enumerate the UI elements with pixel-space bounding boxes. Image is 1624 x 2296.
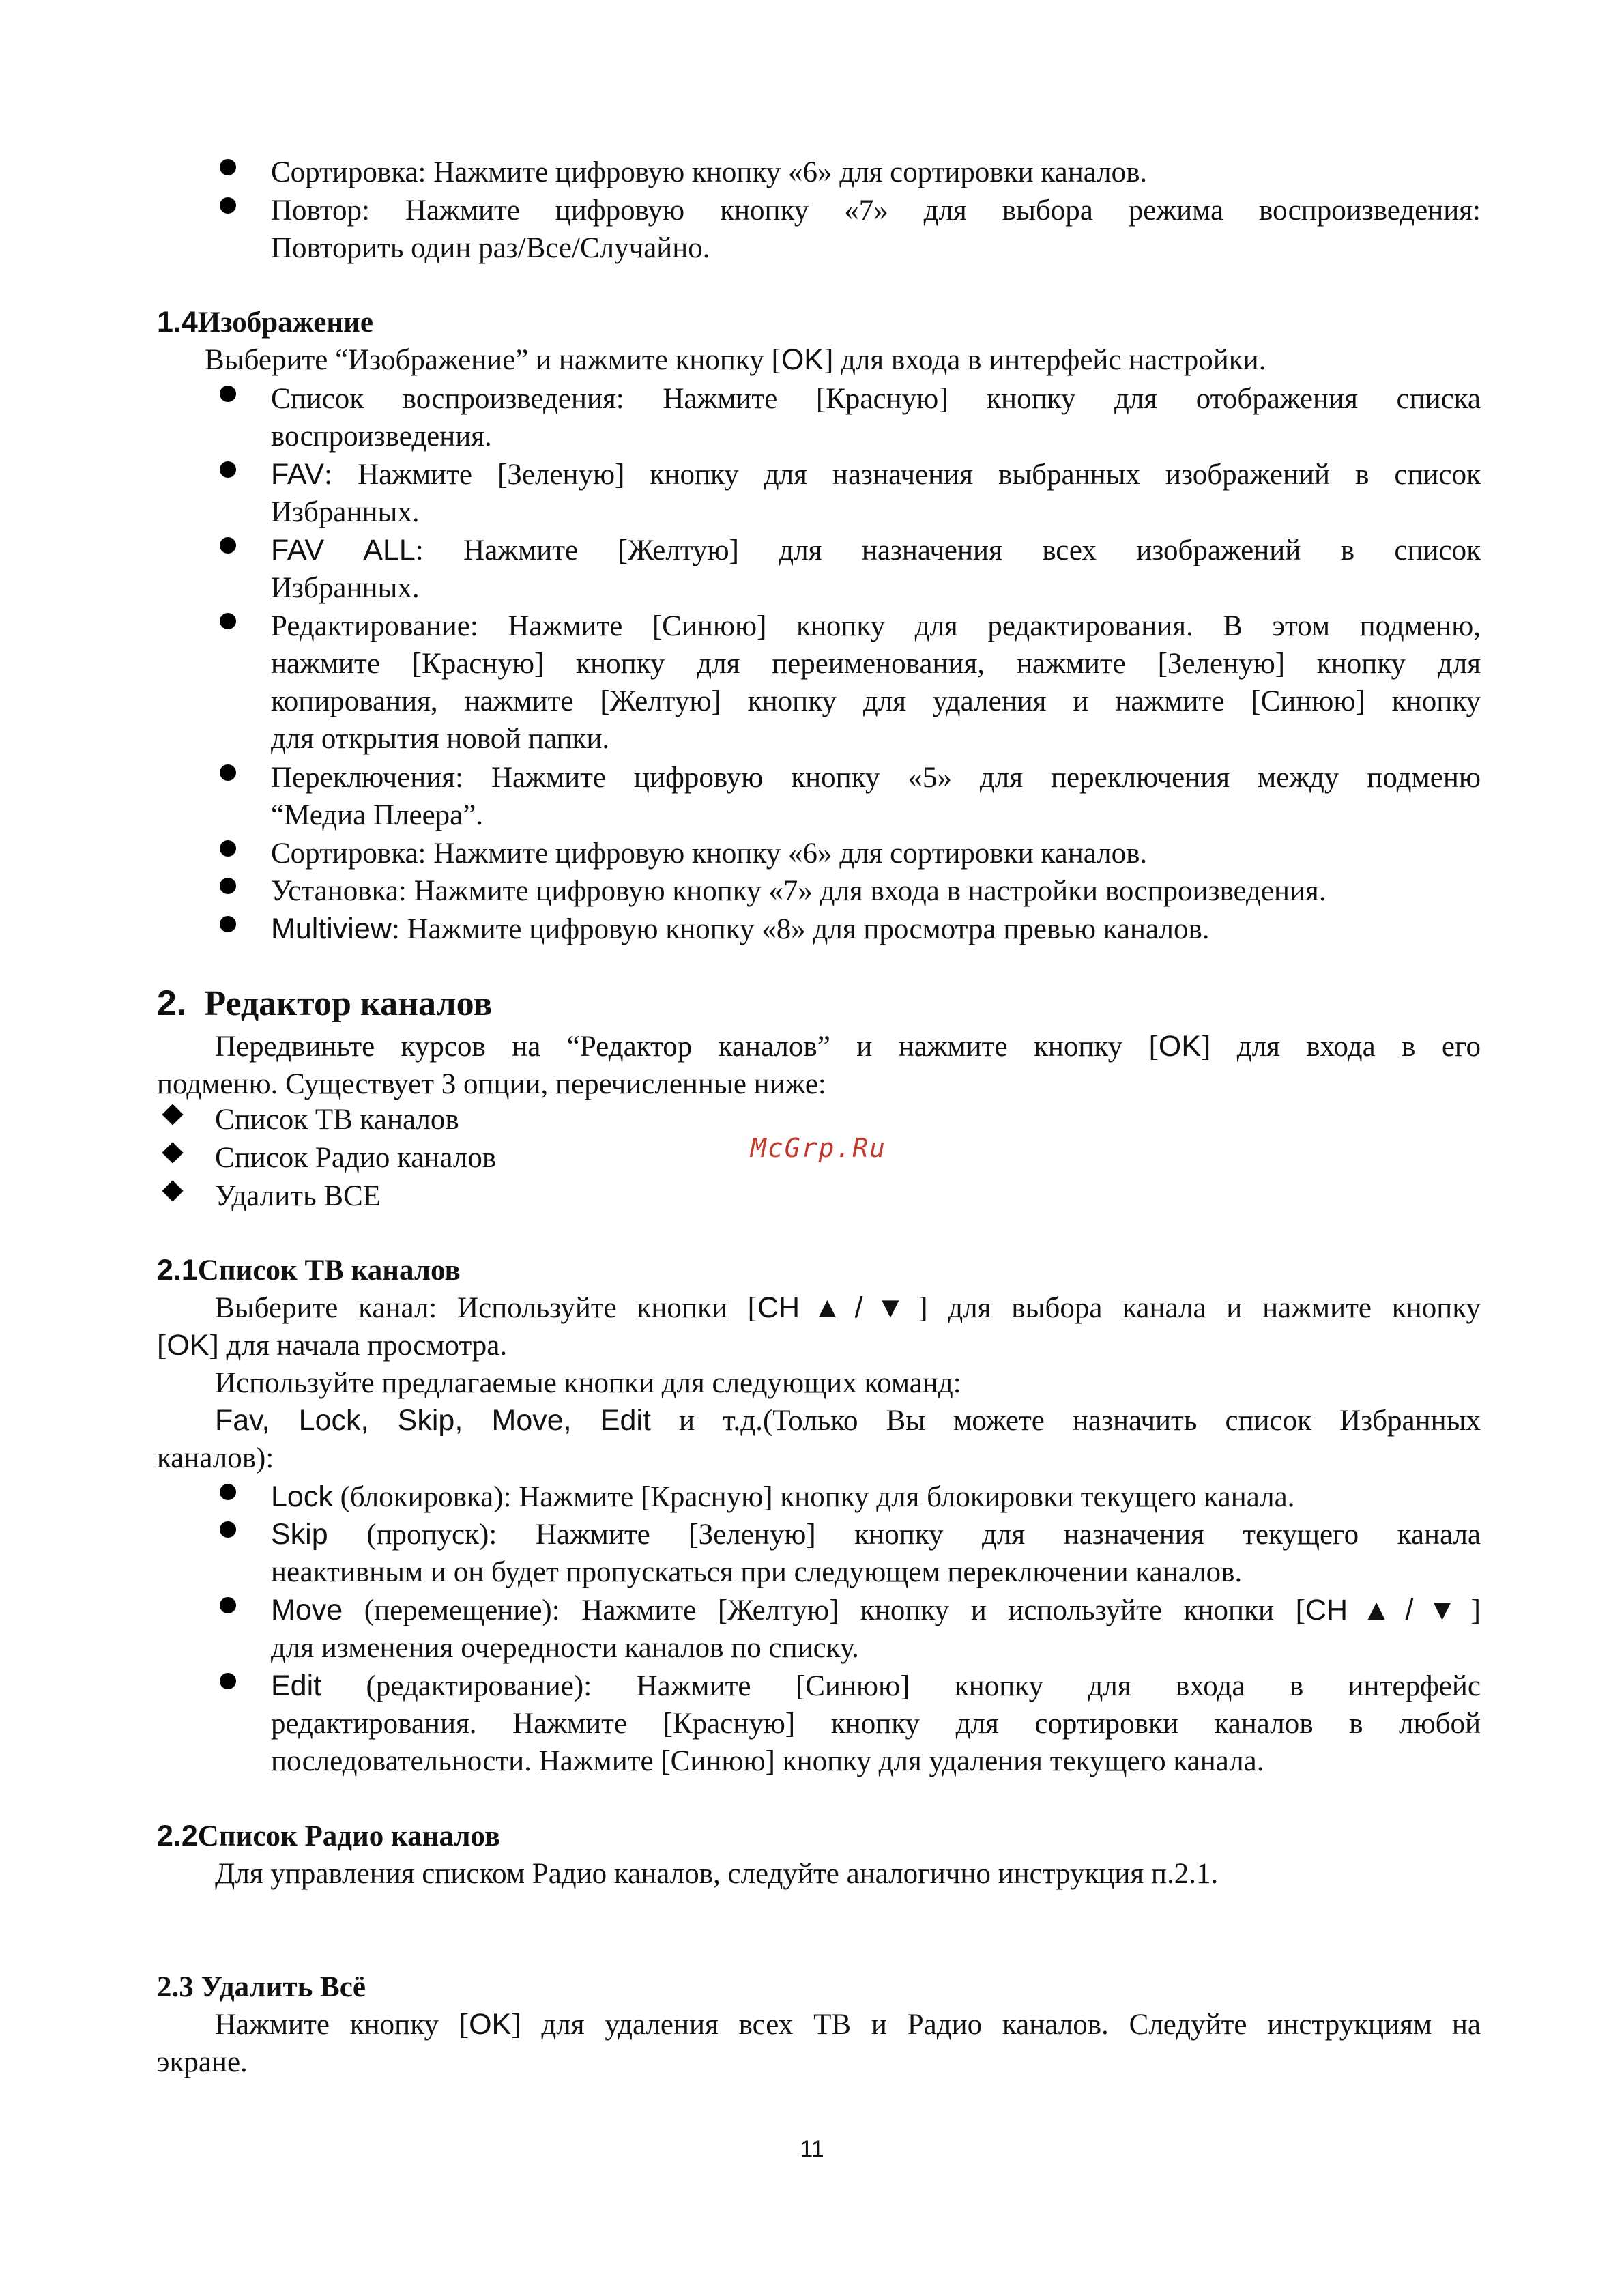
bullet-dot-icon	[220, 764, 236, 781]
bullet-dot-icon	[220, 613, 236, 629]
item-multiview: Multiview: Нажмите цифровую кнопку «8» для просмотра превью каналов.	[271, 913, 1210, 945]
option-radio-list: Список Радио каналов	[215, 1142, 497, 1174]
option-delete-all: Удалить ВСЕ	[215, 1180, 381, 1212]
section-2-heading: 2. Редактор каналов	[157, 984, 493, 1023]
bullet-dot-icon	[220, 840, 236, 857]
bullet-dot-icon	[220, 1484, 236, 1500]
section-2-3-para: Нажмите кнопку [OK] для удаления всех ТВ и Радио каналов. Следуйте инструкциям на	[215, 2008, 1481, 2041]
section-2-para-cont: подменю. Существует 3 опции, перечисленные ниже:	[157, 1068, 826, 1100]
diamond-bullet-icon	[162, 1180, 183, 1201]
bullet-repeat-text: Повтор: Нажмите цифровую кнопку «7» для выбора режима воспроизведения:	[271, 195, 1481, 227]
section-2-1-para2: Используйте предлагаемые кнопки для следующих команд:	[215, 1367, 961, 1399]
option-tv-list: Список ТВ каналов	[215, 1104, 459, 1136]
bullet-sort-text: Сортировка: Нажмите цифровую кнопку «6» для сортировки каналов.	[271, 156, 1148, 188]
section-2-para: Передвиньте курсов на “Редактор каналов” и нажмите кнопку [OK] для входа в его	[215, 1030, 1481, 1063]
item-fav-all: FAV ALL: Нажмите [Желтую] для назначения всех изображений в список	[271, 534, 1481, 566]
item-fav-cont: Избранных.	[271, 496, 420, 528]
bullet-dot-icon	[220, 386, 236, 402]
bullet-dot-icon	[220, 1673, 236, 1689]
bullet-dot-icon	[220, 916, 236, 932]
item-switch-cont: “Медиа Плеера”.	[271, 799, 484, 831]
item-playlist-cont: воспроизведения.	[271, 420, 492, 453]
section-2-2-para: Для управления списком Радио каналов, следуйте аналогично инструкция п.2.1.	[215, 1858, 1219, 1890]
diamond-bullet-icon	[162, 1142, 183, 1163]
item-edit-cont: копирования, нажмите [Желтую] кнопку для удаления и нажмите [Синюю] кнопку	[271, 685, 1481, 717]
section-2-1-para3-cont: каналов):	[157, 1442, 274, 1474]
item-skip-cont: неактивным и он будет пропускаться при следующем переключении каналов.	[271, 1556, 1243, 1588]
item-switch: Переключения: Нажмите цифровую кнопку «5» для переключения между подменю	[271, 762, 1481, 794]
item-edit-channel-cont: последовательности. Нажмите [Синюю] кнопку для удаления текущего канала.	[271, 1745, 1264, 1777]
bullet-dot-icon	[220, 878, 236, 894]
bullet-dot-icon	[220, 159, 236, 175]
section-2-1-para: Выберите канал: Используйте кнопки [CH▲/▼] для выбора канала и нажмите кнопку	[215, 1291, 1481, 1324]
item-move-cont: для изменения очередности каналов по списку.	[271, 1632, 859, 1664]
item-lock: Lock (блокировка): Нажмите [Красную] кнопку для блокировки текущего канала.	[271, 1480, 1295, 1513]
diamond-bullet-icon	[162, 1104, 183, 1125]
item-fav: FAV: Нажмите [Зеленую] кнопку для назначения выбранных изображений в список	[271, 458, 1481, 491]
section-2-1-para-cont: [OK] для начала просмотра.	[157, 1329, 508, 1362]
page-number: 11	[800, 2136, 824, 2162]
item-edit-channel: Edit (редактирование): Нажмите [Синюю] кнопку для входа в интерфейс	[271, 1669, 1481, 1702]
item-setup: Установка: Нажмите цифровую кнопку «7» для входа в настройки воспроизведения.	[271, 875, 1326, 907]
item-edit-cont: нажмите [Красную] кнопку для переименования, нажмите [Зеленую] кнопку для	[271, 648, 1481, 680]
section-2-3-heading: 2.3 Удалить Всё	[157, 1971, 366, 2003]
bullet-dot-icon	[220, 461, 236, 478]
section-2-1-para3: Fav, Lock, Skip, Move, Edit и т.д.(Только Вы можете назначить список Избранных	[215, 1404, 1481, 1437]
item-skip: Skip (пропуск): Нажмите [Зеленую] кнопку для назначения текущего канала	[271, 1518, 1481, 1551]
item-edit: Редактирование: Нажмите [Синюю] кнопку для редактирования. В этом подменю,	[271, 610, 1481, 642]
bullet-dot-icon	[220, 197, 236, 214]
item-playlist: Список воспроизведения: Нажмите [Красную] кнопку для отображения списка	[271, 383, 1481, 415]
section-2-3-para-cont: экране.	[157, 2046, 248, 2078]
item-edit-channel-cont: редактирования. Нажмите [Красную] кнопку для сортировки каналов в любой	[271, 1708, 1481, 1740]
section-2-2-heading: 2.2Список Радио каналов	[157, 1820, 501, 1852]
section-2-1-heading: 2.1Список ТВ каналов	[157, 1254, 461, 1287]
bullet-repeat-text-cont: Повторить один раз/Все/Случайно.	[271, 232, 710, 264]
item-edit-cont: для открытия новой папки.	[271, 723, 610, 755]
item-fav-all-cont: Избранных.	[271, 572, 420, 604]
section-1-4-heading: 1.4Изображение	[157, 306, 374, 339]
bullet-dot-icon	[220, 1597, 236, 1613]
section-1-4-intro: Выберите “Изображение” и нажмите кнопку [OK] для входа в интерфейс настройки.	[205, 343, 1266, 376]
item-move: Move (перемещение): Нажмите [Желтую] кнопку и используйте кнопки [CH▲/▼]	[271, 1594, 1481, 1626]
bullet-dot-icon	[220, 1521, 236, 1538]
bullet-dot-icon	[220, 537, 236, 554]
watermark: McGrp.Ru	[751, 1133, 887, 1163]
item-sort: Сортировка: Нажмите цифровую кнопку «6» для сортировки каналов.	[271, 837, 1148, 870]
